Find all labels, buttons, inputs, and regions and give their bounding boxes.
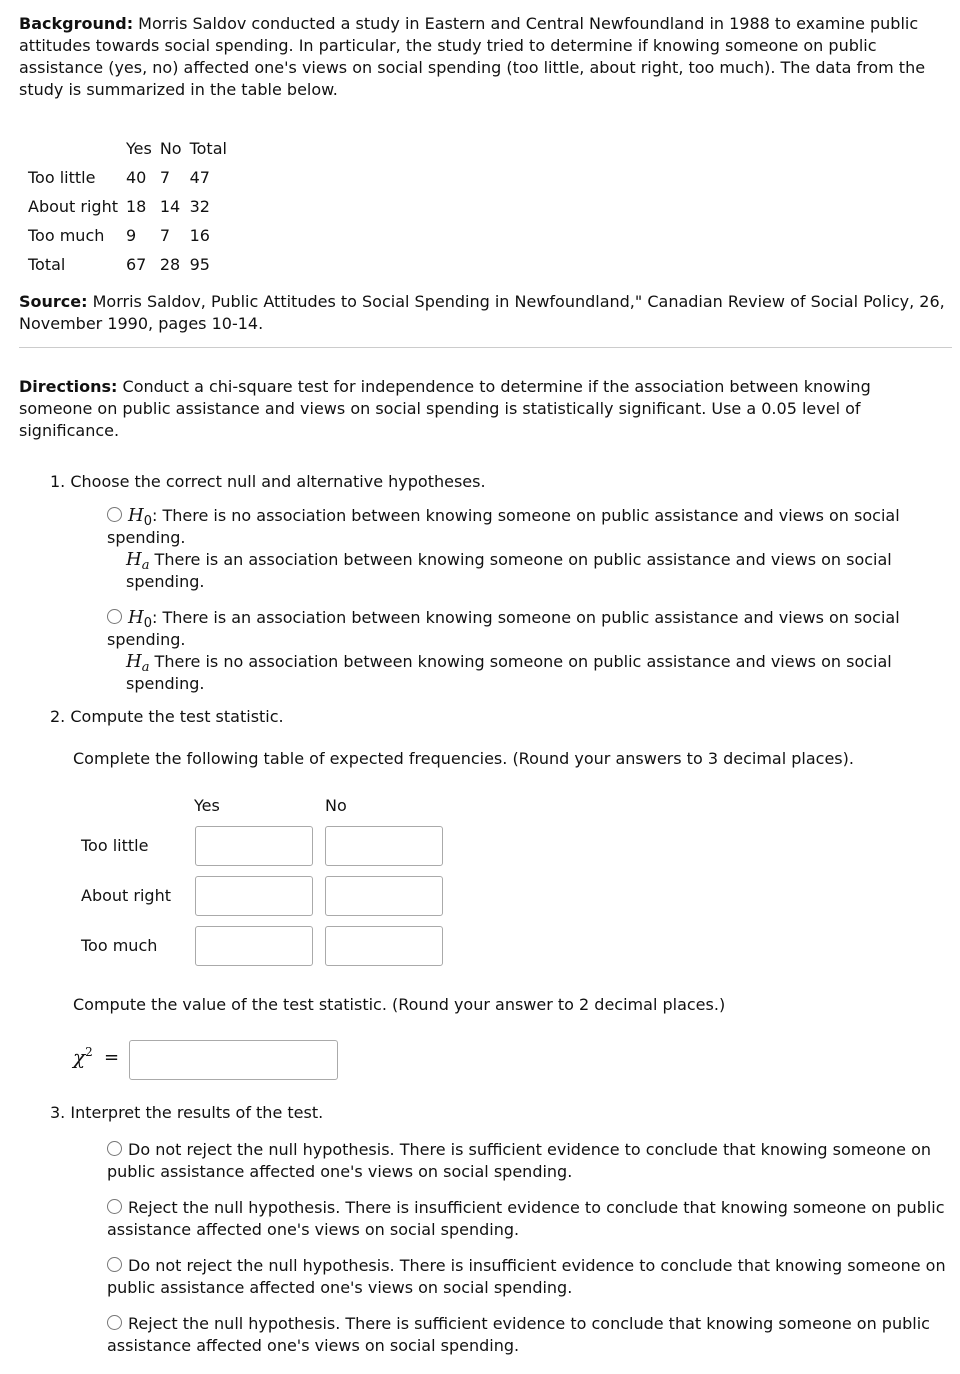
ha-text: There is an association between knowing someone on public assistance and views on social spending. — [126, 550, 892, 591]
radio-button[interactable] — [107, 1199, 122, 1214]
table-row — [28, 250, 235, 279]
question-2-title: 2. Compute the test statistic. — [50, 707, 284, 726]
chi-superscript: 2 — [85, 1045, 93, 1059]
conclusion-option-3[interactable] — [107, 1255, 953, 1299]
table-header: Yes — [125, 138, 152, 158]
radio-button[interactable] — [107, 1315, 122, 1330]
contingency-table — [28, 134, 235, 279]
conclusion-text: Do not reject the null hypothesis. There is insufficient evidence to conclude that knowing someone on public assistance affected one's views on social spending. — [107, 1256, 946, 1297]
table-cell: 32 — [189, 196, 210, 216]
conclusion-option-4[interactable] — [107, 1313, 953, 1357]
conclusion-option-1[interactable] — [107, 1139, 953, 1183]
table-cell: Total — [28, 254, 66, 274]
h0-subscript: 0 — [143, 514, 152, 529]
directions-text: Conduct a chi-square test for independence to determine if the association between knowing someone on public assistance and views on social spending is statistically significant. Use a 0.05 level of significance. — [19, 377, 871, 440]
expected-too-much-yes-input[interactable] — [195, 926, 313, 966]
divider — [19, 347, 952, 348]
conclusion-option-2[interactable] — [107, 1197, 953, 1241]
h0-text: : There is an association between knowing someone on public assistance and views on social spending. — [107, 608, 900, 649]
radio-button[interactable] — [107, 1257, 122, 1272]
column-header-no: No — [325, 796, 347, 815]
ha-subscript: a — [141, 660, 150, 675]
table-cell: 18 — [125, 196, 147, 216]
source-paragraph — [19, 291, 949, 335]
ha-symbol: H — [126, 651, 142, 672]
question-1-title: 1. Choose the correct null and alternative hypotheses. — [50, 472, 486, 491]
row-label-too-much: Too much — [81, 936, 158, 955]
table-row — [28, 192, 235, 221]
h0-text: : There is no association between knowing someone on public assistance and views on social spending. — [107, 506, 900, 547]
background-paragraph — [19, 13, 949, 101]
ha-text: There is no association between knowing someone on public assistance and views on social spending. — [126, 652, 892, 693]
column-header-yes: Yes — [194, 796, 220, 815]
row-label-too-little: Too little — [81, 836, 149, 855]
table-cell: Too much — [28, 225, 105, 245]
chi-square-symbol — [73, 1046, 93, 1068]
table-cell: 67 — [125, 254, 147, 274]
row-label-about-right: About right — [81, 886, 171, 905]
chi-symbol: χ — [73, 1045, 86, 1069]
conclusion-text: Reject the null hypothesis. There is insufficient evidence to conclude that knowing someone on public assistance affected one's views on social spending. — [107, 1198, 945, 1239]
expected-about-right-yes-input[interactable] — [195, 876, 313, 916]
source-text: Morris Saldov, Public Attitudes to Social Spending in Newfoundland," Canadian Review of Social Policy, 26, November 1990, pages 10-14. — [19, 292, 945, 333]
hypothesis-option-2[interactable] — [107, 607, 953, 695]
h0-subscript: 0 — [143, 616, 152, 631]
table-cell: 47 — [189, 167, 210, 187]
directions-paragraph — [19, 376, 949, 442]
h0-symbol: H — [128, 607, 144, 628]
radio-button[interactable] — [107, 1141, 122, 1156]
expected-too-little-no-input[interactable] — [325, 826, 443, 866]
ha-subscript: a — [141, 558, 150, 573]
conclusion-text: Do not reject the null hypothesis. There is sufficient evidence to conclude that knowing someone on public assistance affected one's views on social spending. — [107, 1140, 932, 1181]
table-row — [28, 221, 235, 250]
expected-prompt: Complete the following table of expected frequencies. (Round your answers to 3 decimal places). — [73, 749, 854, 768]
chi-square-input[interactable] — [129, 1040, 338, 1080]
table-header: Total — [189, 138, 227, 158]
background-text: Morris Saldov conducted a study in Eastern and Central Newfoundland in 1988 to examine public attitudes towards social spending. In particular, the study tried to determine if knowing someone on public assistance (yes, no) affected one's views on social spending (too little, about right, too much). The data from the study is summarized in the table below. — [19, 14, 926, 99]
table-cell: 9 — [125, 225, 137, 245]
hypothesis-option-1[interactable] — [107, 505, 953, 593]
h0-symbol: H — [128, 505, 144, 526]
table-cell: 7 — [159, 225, 170, 245]
table-cell: Too little — [28, 167, 96, 187]
table-row — [28, 163, 235, 192]
table-cell: 28 — [159, 254, 181, 274]
background-label: Background: — [19, 14, 134, 33]
table-cell: 95 — [189, 254, 210, 274]
table-cell: 7 — [159, 167, 170, 187]
equals-sign: = — [104, 1047, 120, 1068]
table-cell: 14 — [159, 196, 181, 216]
directions-label: Directions: — [19, 377, 118, 396]
radio-button[interactable] — [107, 609, 122, 624]
expected-too-little-yes-input[interactable] — [195, 826, 313, 866]
conclusion-text: Reject the null hypothesis. There is sufficient evidence to conclude that knowing someone on public assistance affected one's views on social spending. — [107, 1314, 930, 1355]
expected-too-much-no-input[interactable] — [325, 926, 443, 966]
table-cell: About right — [28, 196, 118, 216]
expected-about-right-no-input[interactable] — [325, 876, 443, 916]
ha-symbol: H — [126, 549, 142, 570]
source-label: Source: — [19, 292, 88, 311]
table-header — [28, 134, 126, 163]
table-cell: 40 — [125, 167, 147, 187]
table-cell: 16 — [189, 225, 210, 245]
table-header: No — [159, 138, 182, 158]
radio-button[interactable] — [107, 507, 122, 522]
question-3-title: 3. Interpret the results of the test. — [50, 1103, 324, 1122]
statistic-prompt: Compute the value of the test statistic. (Round your answer to 2 decimal places.) — [73, 995, 726, 1014]
